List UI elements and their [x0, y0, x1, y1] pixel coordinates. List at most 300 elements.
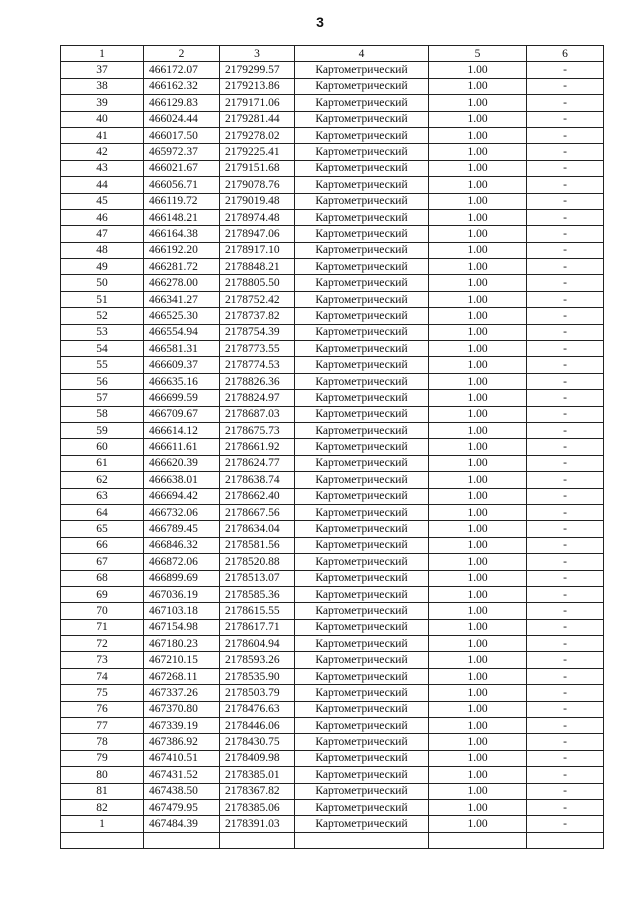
note-cell: - [527, 554, 604, 570]
note-cell: - [527, 193, 604, 209]
y-coordinate-cell: 2178604.94 [220, 636, 295, 652]
note-cell: - [527, 586, 604, 602]
method-cell: Картометрический [295, 570, 429, 586]
table-row [61, 718, 604, 734]
table-row [61, 324, 604, 340]
y-coordinate-cell: 2179171.06 [220, 95, 295, 111]
note-cell: - [527, 406, 604, 422]
y-coordinate-cell: 2178446.06 [220, 718, 295, 734]
header-cell: 1 [61, 46, 144, 62]
accuracy-cell: 1.00 [429, 554, 527, 570]
method-cell: Картометрический [295, 144, 429, 160]
table-row [61, 406, 604, 422]
method-cell: Картометрический [295, 242, 429, 258]
point-number-cell: 71 [61, 619, 144, 635]
accuracy-cell: 1.00 [429, 570, 527, 586]
accuracy-cell: 1.00 [429, 95, 527, 111]
table-row [61, 127, 604, 143]
table-row [61, 504, 604, 520]
y-coordinate-cell: 2178774.53 [220, 357, 295, 373]
note-cell: - [527, 799, 604, 815]
table-row [61, 95, 604, 111]
method-cell: Картометрический [295, 455, 429, 471]
y-coordinate-cell: 2178385.06 [220, 799, 295, 815]
accuracy-cell: 1.00 [429, 177, 527, 193]
x-coordinate-cell: 466024.44 [144, 111, 220, 127]
y-coordinate-cell: 2178752.42 [220, 291, 295, 307]
point-number-cell: 40 [61, 111, 144, 127]
point-number-cell: 38 [61, 78, 144, 94]
x-coordinate-cell: 466638.01 [144, 472, 220, 488]
y-coordinate-cell: 2178848.21 [220, 259, 295, 275]
point-number-cell: 42 [61, 144, 144, 160]
method-cell: Картометрический [295, 799, 429, 815]
y-coordinate-cell: 2178754.39 [220, 324, 295, 340]
table-row [61, 144, 604, 160]
method-cell: Картометрический [295, 816, 429, 832]
point-number-cell: 67 [61, 554, 144, 570]
table-row [61, 373, 604, 389]
method-cell: Картометрический [295, 619, 429, 635]
x-coordinate-cell: 467036.19 [144, 586, 220, 602]
x-coordinate-cell: 466017.50 [144, 127, 220, 143]
table-row [61, 160, 604, 176]
table-row [61, 701, 604, 717]
note-cell: - [527, 718, 604, 734]
table-row [61, 259, 604, 275]
y-coordinate-cell: 2178615.55 [220, 603, 295, 619]
note-cell: - [527, 619, 604, 635]
point-number-cell: 49 [61, 259, 144, 275]
x-coordinate-cell: 465972.37 [144, 144, 220, 160]
note-cell: - [527, 62, 604, 78]
table-row [61, 111, 604, 127]
method-cell: Картометрический [295, 472, 429, 488]
table-row [61, 750, 604, 766]
x-coordinate-cell: 467386.92 [144, 734, 220, 750]
point-number-cell: 63 [61, 488, 144, 504]
x-coordinate-cell: 466341.27 [144, 291, 220, 307]
note-cell: - [527, 521, 604, 537]
y-coordinate-cell: 2178503.79 [220, 685, 295, 701]
accuracy-cell: 1.00 [429, 357, 527, 373]
x-coordinate-cell: 466609.37 [144, 357, 220, 373]
method-cell: Картометрический [295, 668, 429, 684]
coordinates-table [60, 45, 604, 849]
x-coordinate-cell: 467484.39 [144, 816, 220, 832]
accuracy-cell: 1.00 [429, 586, 527, 602]
table-row [61, 226, 604, 242]
x-coordinate-cell: 466281.72 [144, 259, 220, 275]
point-number-cell: 75 [61, 685, 144, 701]
note-cell: - [527, 308, 604, 324]
x-coordinate-cell: 466699.59 [144, 390, 220, 406]
method-cell: Картометрический [295, 62, 429, 78]
table-row [61, 308, 604, 324]
table-row [61, 390, 604, 406]
y-coordinate-cell: 2178391.03 [220, 816, 295, 832]
accuracy-cell: 1.00 [429, 521, 527, 537]
table-row [61, 799, 604, 815]
accuracy-cell: 1.00 [429, 439, 527, 455]
table-row [61, 783, 604, 799]
table-row [61, 570, 604, 586]
note-cell: - [527, 734, 604, 750]
empty-cell [61, 832, 144, 848]
point-number-cell: 76 [61, 701, 144, 717]
method-cell: Картометрический [295, 685, 429, 701]
accuracy-cell: 1.00 [429, 324, 527, 340]
accuracy-cell: 1.00 [429, 750, 527, 766]
table-row [61, 636, 604, 652]
table-row [61, 619, 604, 635]
accuracy-cell: 1.00 [429, 504, 527, 520]
y-coordinate-cell: 2179019.48 [220, 193, 295, 209]
method-cell: Картометрический [295, 259, 429, 275]
x-coordinate-cell: 466899.69 [144, 570, 220, 586]
point-number-cell: 62 [61, 472, 144, 488]
accuracy-cell: 1.00 [429, 718, 527, 734]
table-row [61, 62, 604, 78]
y-coordinate-cell: 2178513.07 [220, 570, 295, 586]
table-row [61, 193, 604, 209]
point-number-cell: 66 [61, 537, 144, 553]
point-number-cell: 37 [61, 62, 144, 78]
x-coordinate-cell: 467479.95 [144, 799, 220, 815]
method-cell: Картометрический [295, 291, 429, 307]
point-number-cell: 82 [61, 799, 144, 815]
point-number-cell: 50 [61, 275, 144, 291]
accuracy-cell: 1.00 [429, 734, 527, 750]
point-number-cell: 51 [61, 291, 144, 307]
method-cell: Картометрический [295, 750, 429, 766]
x-coordinate-cell: 467431.52 [144, 767, 220, 783]
table-row [61, 275, 604, 291]
note-cell: - [527, 160, 604, 176]
method-cell: Картометрический [295, 111, 429, 127]
method-cell: Картометрический [295, 636, 429, 652]
y-coordinate-cell: 2178476.63 [220, 701, 295, 717]
accuracy-cell: 1.00 [429, 799, 527, 815]
x-coordinate-cell: 466192.20 [144, 242, 220, 258]
y-coordinate-cell: 2179278.02 [220, 127, 295, 143]
table-row [61, 554, 604, 570]
point-number-cell: 44 [61, 177, 144, 193]
point-number-cell: 70 [61, 603, 144, 619]
accuracy-cell: 1.00 [429, 275, 527, 291]
accuracy-cell: 1.00 [429, 341, 527, 357]
x-coordinate-cell: 466709.67 [144, 406, 220, 422]
method-cell: Картометрический [295, 209, 429, 225]
accuracy-cell: 1.00 [429, 701, 527, 717]
y-coordinate-cell: 2179078.76 [220, 177, 295, 193]
method-cell: Картометрический [295, 177, 429, 193]
method-cell: Картометрический [295, 78, 429, 94]
point-number-cell: 68 [61, 570, 144, 586]
table-body [61, 62, 604, 849]
note-cell: - [527, 373, 604, 389]
note-cell: - [527, 701, 604, 717]
point-number-cell: 77 [61, 718, 144, 734]
x-coordinate-cell: 467210.15 [144, 652, 220, 668]
note-cell: - [527, 95, 604, 111]
accuracy-cell: 1.00 [429, 406, 527, 422]
point-number-cell: 60 [61, 439, 144, 455]
point-number-cell: 64 [61, 504, 144, 520]
note-cell: - [527, 209, 604, 225]
table-row [61, 521, 604, 537]
accuracy-cell: 1.00 [429, 242, 527, 258]
accuracy-cell: 1.00 [429, 652, 527, 668]
note-cell: - [527, 603, 604, 619]
method-cell: Картометрический [295, 373, 429, 389]
y-coordinate-cell: 2179151.68 [220, 160, 295, 176]
note-cell: - [527, 422, 604, 438]
table-row [61, 816, 604, 832]
note-cell: - [527, 750, 604, 766]
method-cell: Картометрический [295, 193, 429, 209]
note-cell: - [527, 390, 604, 406]
note-cell: - [527, 324, 604, 340]
table-row [61, 488, 604, 504]
method-cell: Картометрический [295, 341, 429, 357]
method-cell: Картометрический [295, 488, 429, 504]
table-row [61, 209, 604, 225]
method-cell: Картометрический [295, 308, 429, 324]
x-coordinate-cell: 466172.07 [144, 62, 220, 78]
empty-cell [220, 832, 295, 848]
y-coordinate-cell: 2178617.71 [220, 619, 295, 635]
point-number-cell: 56 [61, 373, 144, 389]
point-number-cell: 58 [61, 406, 144, 422]
x-coordinate-cell: 466611.61 [144, 439, 220, 455]
table-row [61, 668, 604, 684]
accuracy-cell: 1.00 [429, 668, 527, 684]
note-cell: - [527, 783, 604, 799]
point-number-cell: 47 [61, 226, 144, 242]
table-row [61, 455, 604, 471]
y-coordinate-cell: 2178805.50 [220, 275, 295, 291]
point-number-cell: 46 [61, 209, 144, 225]
x-coordinate-cell: 466620.39 [144, 455, 220, 471]
note-cell: - [527, 685, 604, 701]
table-row [61, 537, 604, 553]
y-coordinate-cell: 2178624.77 [220, 455, 295, 471]
method-cell: Картометрический [295, 554, 429, 570]
y-coordinate-cell: 2179225.41 [220, 144, 295, 160]
note-cell: - [527, 668, 604, 684]
x-coordinate-cell: 467180.23 [144, 636, 220, 652]
note-cell: - [527, 275, 604, 291]
note-cell: - [527, 127, 604, 143]
point-number-cell: 59 [61, 422, 144, 438]
y-coordinate-cell: 2178585.36 [220, 586, 295, 602]
method-cell: Картометрический [295, 603, 429, 619]
method-cell: Картометрический [295, 767, 429, 783]
y-coordinate-cell: 2178737.82 [220, 308, 295, 324]
method-cell: Картометрический [295, 537, 429, 553]
method-cell: Картометрический [295, 226, 429, 242]
x-coordinate-cell: 467103.18 [144, 603, 220, 619]
table-row [61, 685, 604, 701]
empty-cell [527, 832, 604, 848]
accuracy-cell: 1.00 [429, 767, 527, 783]
note-cell: - [527, 488, 604, 504]
note-cell: - [527, 504, 604, 520]
table-row [61, 439, 604, 455]
table-row [61, 586, 604, 602]
x-coordinate-cell: 466119.72 [144, 193, 220, 209]
y-coordinate-cell: 2178535.90 [220, 668, 295, 684]
y-coordinate-cell: 2178520.88 [220, 554, 295, 570]
accuracy-cell: 1.00 [429, 111, 527, 127]
point-number-cell: 69 [61, 586, 144, 602]
y-coordinate-cell: 2178430.75 [220, 734, 295, 750]
method-cell: Картометрический [295, 504, 429, 520]
y-coordinate-cell: 2178409.98 [220, 750, 295, 766]
x-coordinate-cell: 466872.06 [144, 554, 220, 570]
y-coordinate-cell: 2178826.36 [220, 373, 295, 389]
accuracy-cell: 1.00 [429, 783, 527, 799]
x-coordinate-cell: 467370.80 [144, 701, 220, 717]
note-cell: - [527, 472, 604, 488]
note-cell: - [527, 357, 604, 373]
y-coordinate-cell: 2178824.97 [220, 390, 295, 406]
accuracy-cell: 1.00 [429, 193, 527, 209]
accuracy-cell: 1.00 [429, 259, 527, 275]
point-number-cell: 54 [61, 341, 144, 357]
y-coordinate-cell: 2179281.44 [220, 111, 295, 127]
accuracy-cell: 1.00 [429, 422, 527, 438]
y-coordinate-cell: 2178773.55 [220, 341, 295, 357]
note-cell: - [527, 636, 604, 652]
header-cell: 5 [429, 46, 527, 62]
accuracy-cell: 1.00 [429, 373, 527, 389]
point-number-cell: 45 [61, 193, 144, 209]
y-coordinate-cell: 2179299.57 [220, 62, 295, 78]
x-coordinate-cell: 466164.38 [144, 226, 220, 242]
y-coordinate-cell: 2178917.10 [220, 242, 295, 258]
accuracy-cell: 1.00 [429, 62, 527, 78]
note-cell: - [527, 242, 604, 258]
empty-table-row [61, 832, 604, 848]
note-cell: - [527, 177, 604, 193]
table-header-row [61, 46, 604, 62]
x-coordinate-cell: 466846.32 [144, 537, 220, 553]
note-cell: - [527, 341, 604, 357]
empty-cell [295, 832, 429, 848]
point-number-cell: 43 [61, 160, 144, 176]
y-coordinate-cell: 2178367.82 [220, 783, 295, 799]
table-row [61, 734, 604, 750]
accuracy-cell: 1.00 [429, 390, 527, 406]
x-coordinate-cell: 466614.12 [144, 422, 220, 438]
point-number-cell: 81 [61, 783, 144, 799]
point-number-cell: 52 [61, 308, 144, 324]
accuracy-cell: 1.00 [429, 472, 527, 488]
point-number-cell: 55 [61, 357, 144, 373]
note-cell: - [527, 144, 604, 160]
y-coordinate-cell: 2178638.74 [220, 472, 295, 488]
point-number-cell: 65 [61, 521, 144, 537]
accuracy-cell: 1.00 [429, 160, 527, 176]
accuracy-cell: 1.00 [429, 488, 527, 504]
note-cell: - [527, 226, 604, 242]
accuracy-cell: 1.00 [429, 291, 527, 307]
y-coordinate-cell: 2178634.04 [220, 521, 295, 537]
method-cell: Картометрический [295, 586, 429, 602]
x-coordinate-cell: 466056.71 [144, 177, 220, 193]
y-coordinate-cell: 2178687.03 [220, 406, 295, 422]
accuracy-cell: 1.00 [429, 308, 527, 324]
table-row [61, 357, 604, 373]
page-number: 3 [316, 14, 324, 30]
y-coordinate-cell: 2178593.26 [220, 652, 295, 668]
table-row [61, 242, 604, 258]
y-coordinate-cell: 2178947.06 [220, 226, 295, 242]
x-coordinate-cell: 466162.32 [144, 78, 220, 94]
method-cell: Картометрический [295, 783, 429, 799]
x-coordinate-cell: 467339.19 [144, 718, 220, 734]
table-row [61, 422, 604, 438]
x-coordinate-cell: 467438.50 [144, 783, 220, 799]
table-row [61, 341, 604, 357]
method-cell: Картометрический [295, 439, 429, 455]
method-cell: Картометрический [295, 652, 429, 668]
note-cell: - [527, 78, 604, 94]
method-cell: Картометрический [295, 406, 429, 422]
x-coordinate-cell: 467337.26 [144, 685, 220, 701]
x-coordinate-cell: 466732.06 [144, 504, 220, 520]
method-cell: Картометрический [295, 357, 429, 373]
method-cell: Картометрический [295, 701, 429, 717]
x-coordinate-cell: 466581.31 [144, 341, 220, 357]
note-cell: - [527, 767, 604, 783]
point-number-cell: 74 [61, 668, 144, 684]
x-coordinate-cell: 466789.45 [144, 521, 220, 537]
y-coordinate-cell: 2178675.73 [220, 422, 295, 438]
accuracy-cell: 1.00 [429, 78, 527, 94]
x-coordinate-cell: 466694.42 [144, 488, 220, 504]
note-cell: - [527, 537, 604, 553]
method-cell: Картометрический [295, 734, 429, 750]
empty-cell [429, 832, 527, 848]
note-cell: - [527, 259, 604, 275]
y-coordinate-cell: 2179213.86 [220, 78, 295, 94]
note-cell: - [527, 652, 604, 668]
accuracy-cell: 1.00 [429, 226, 527, 242]
x-coordinate-cell: 466278.00 [144, 275, 220, 291]
table-row [61, 472, 604, 488]
table-row [61, 78, 604, 94]
accuracy-cell: 1.00 [429, 685, 527, 701]
y-coordinate-cell: 2178974.48 [220, 209, 295, 225]
accuracy-cell: 1.00 [429, 209, 527, 225]
method-cell: Картометрический [295, 95, 429, 111]
header-cell: 2 [144, 46, 220, 62]
y-coordinate-cell: 2178581.56 [220, 537, 295, 553]
accuracy-cell: 1.00 [429, 455, 527, 471]
method-cell: Картометрический [295, 275, 429, 291]
y-coordinate-cell: 2178385.01 [220, 767, 295, 783]
accuracy-cell: 1.00 [429, 603, 527, 619]
accuracy-cell: 1.00 [429, 619, 527, 635]
method-cell: Картометрический [295, 422, 429, 438]
y-coordinate-cell: 2178661.92 [220, 439, 295, 455]
method-cell: Картометрический [295, 324, 429, 340]
point-number-cell: 57 [61, 390, 144, 406]
table-row [61, 603, 604, 619]
